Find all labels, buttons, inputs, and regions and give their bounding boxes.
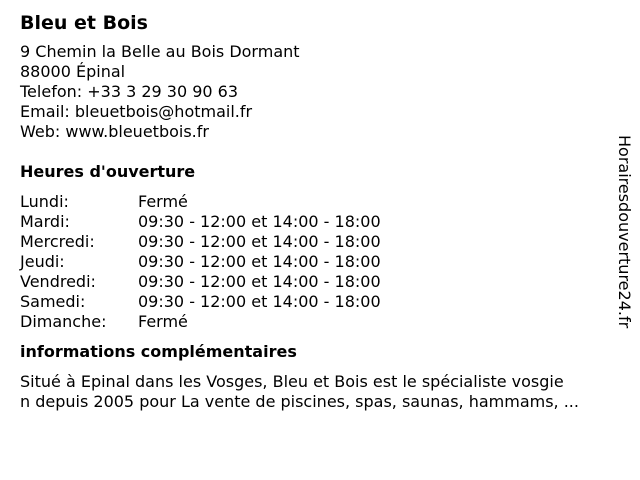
hours-table — [20, 192, 620, 332]
description-line-1: Situé à Epinal dans les Vosges, Bleu et Bois est le spécialiste vosgie — [20, 372, 564, 391]
hours-row-saturday — [20, 292, 620, 312]
hours-value: Fermé — [138, 192, 188, 211]
hours-row-tuesday — [20, 212, 620, 232]
day-label: Dimanche: — [20, 312, 107, 331]
business-card — [20, 12, 620, 412]
hours-row-sunday — [20, 312, 620, 332]
hours-value: 09:30 - 12:00 et 14:00 - 18:00 — [138, 232, 381, 251]
site-watermark: Horairesdouverture24.fr — [615, 135, 634, 329]
web-text: Web: www.bleuetbois.fr — [20, 122, 209, 141]
hours-title: Heures d'ouverture — [20, 162, 196, 181]
business-name: Bleu et Bois — [20, 12, 148, 34]
hours-value: 09:30 - 12:00 et 14:00 - 18:00 — [138, 272, 381, 291]
hours-row-thursday — [20, 252, 620, 272]
hours-row-monday — [20, 192, 620, 212]
day-label: Lundi: — [20, 192, 69, 211]
day-label: Vendredi: — [20, 272, 96, 291]
phone-text: Telefon: +33 3 29 30 90 63 — [20, 82, 239, 101]
hours-row-friday — [20, 272, 620, 292]
day-label: Mercredi: — [20, 232, 95, 251]
hours-row-wednesday — [20, 232, 620, 252]
day-label: Jeudi: — [20, 252, 65, 271]
description-line-2: n depuis 2005 pour La vente de piscines, spas, saunas, hammams, ... — [20, 392, 579, 411]
hours-value: 09:30 - 12:00 et 14:00 - 18:00 — [138, 292, 381, 311]
email-text: Email: bleuetbois@hotmail.fr — [20, 102, 253, 121]
hours-value: Fermé — [138, 312, 188, 331]
day-label: Samedi: — [20, 292, 86, 311]
address-line-1: 9 Chemin la Belle au Bois Dormant — [20, 42, 300, 61]
day-label: Mardi: — [20, 212, 70, 231]
info-title: informations complémentaires — [20, 342, 297, 361]
address-line-2: 88000 Épinal — [20, 62, 126, 81]
hours-value: 09:30 - 12:00 et 14:00 - 18:00 — [138, 212, 381, 231]
hours-value: 09:30 - 12:00 et 14:00 - 18:00 — [138, 252, 381, 271]
